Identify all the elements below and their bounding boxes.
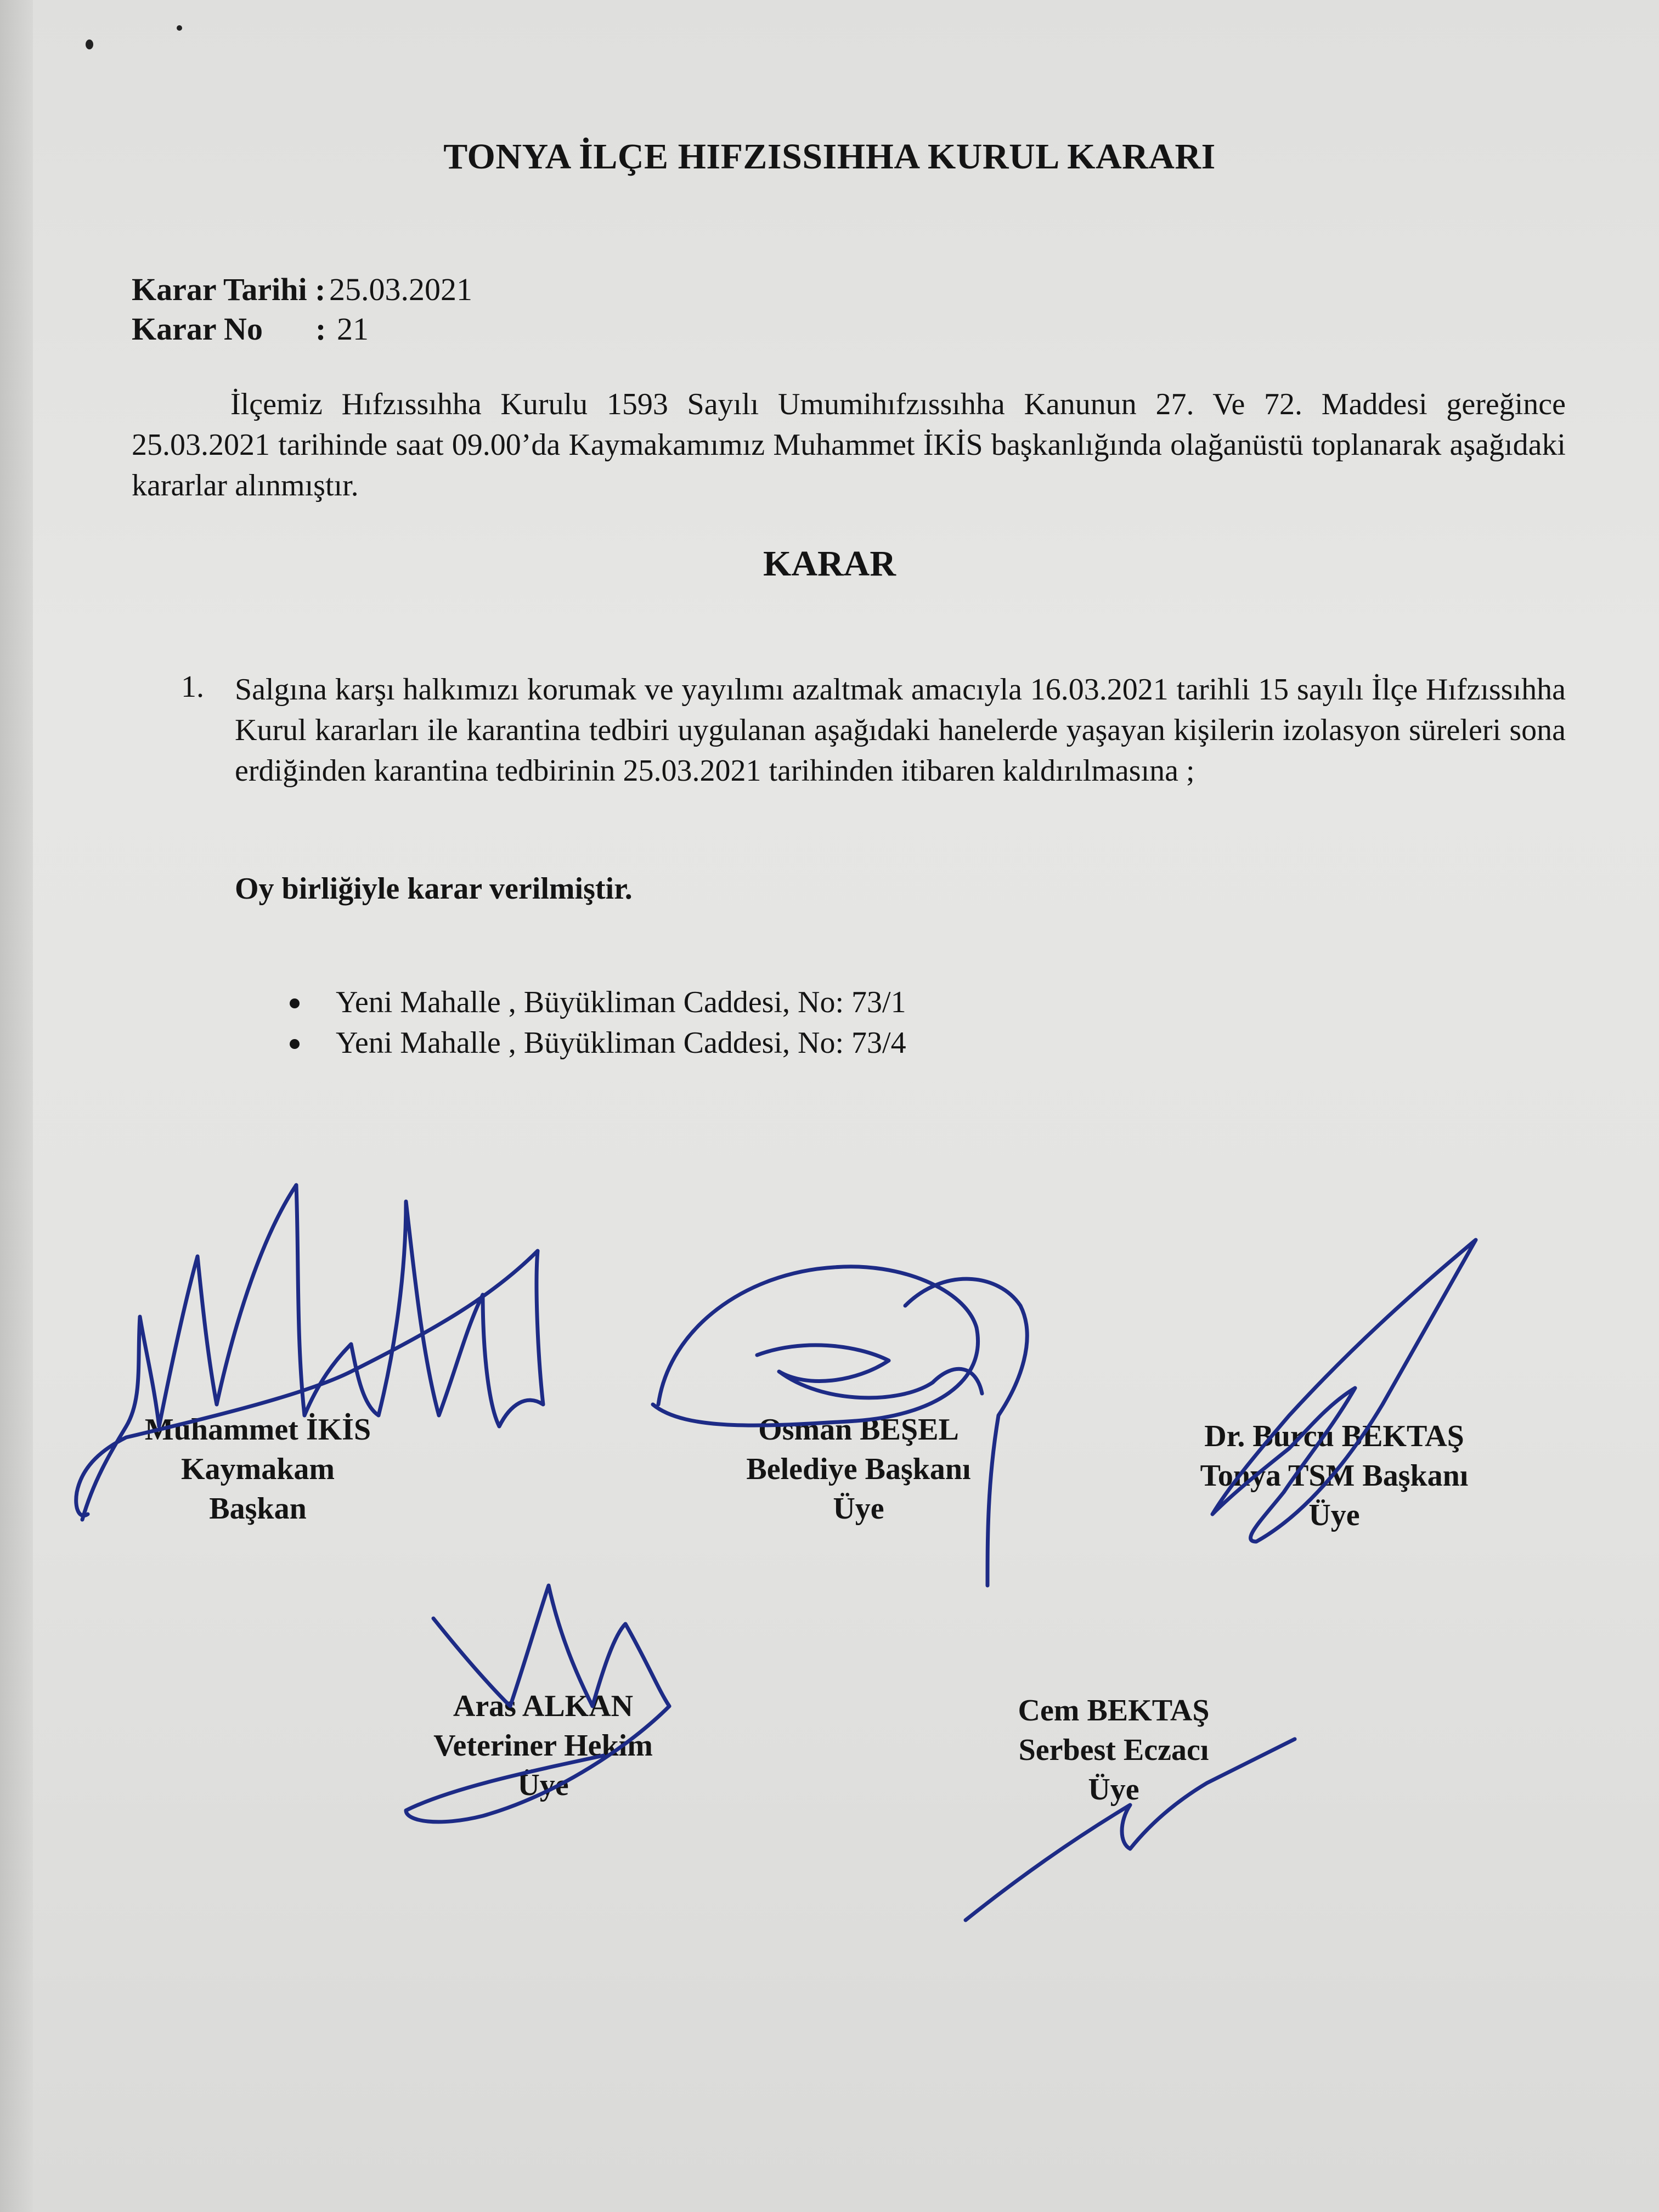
signatory-title: Kaymakam bbox=[180, 1452, 335, 1486]
intro-paragraph: İlçemiz Hıfzıssıhha Kurulu 1593 Sayılı Umumihıfzıssıhha Kanunun 27. Ve 72. Maddesi gereğince 25.03.2021 tarihinde saat 09.00’da Kaymakamımız Muhammet İKİS başkanlığında olağanüstü toplanarak aşağıdaki kararlar alınmıştır. bbox=[132, 387, 1566, 503]
decision-date-label: Karar Tarihi bbox=[132, 272, 307, 307]
signatory-role: Başkan bbox=[209, 1492, 307, 1526]
signatory-block-pharmacist bbox=[1018, 1691, 1210, 1809]
decision-statement: Oy birliğiyle karar verilmiştir. bbox=[235, 872, 633, 906]
signatory-block-veterinarian bbox=[433, 1686, 653, 1805]
paper-speck bbox=[177, 25, 182, 31]
paper-shadow-edge bbox=[0, 0, 33, 2212]
signatory-role: Üye bbox=[1088, 1773, 1139, 1807]
decision-number-label: Karar No bbox=[132, 311, 263, 347]
signatory-block-mayor bbox=[746, 1410, 970, 1528]
signatory-block-tsm bbox=[1200, 1417, 1469, 1535]
list-item bbox=[285, 982, 906, 1023]
signatory-role: Üye bbox=[1308, 1498, 1360, 1532]
bullet-icon bbox=[290, 998, 300, 1008]
decision-date-separator: : bbox=[315, 272, 326, 307]
signatory-name: Dr. Burcu BEKTAŞ bbox=[1204, 1419, 1464, 1453]
document-title: TONYA İLÇE HIFZISSIHHA KURUL KARARI bbox=[443, 137, 1216, 177]
decision-number-row bbox=[132, 311, 369, 347]
signatory-title: Belediye Başkanı bbox=[746, 1452, 971, 1486]
signatory-name: Cem BEKTAŞ bbox=[1018, 1694, 1210, 1728]
bullet-icon bbox=[290, 1039, 300, 1049]
signatory-name: Aras ALKAN bbox=[453, 1689, 634, 1723]
address-text: Yeni Mahalle , Büyükliman Caddesi, No: 73/1 bbox=[336, 985, 906, 1019]
decision-number-value: 21 bbox=[337, 311, 369, 347]
signatory-title: Veteriner Hekim bbox=[433, 1729, 653, 1763]
signatory-title: Serbest Eczacı bbox=[1018, 1733, 1209, 1767]
address-list bbox=[285, 982, 906, 1063]
signatory-role: Üye bbox=[833, 1492, 884, 1526]
signatory-title: Tonya TSM Başkanı bbox=[1200, 1459, 1469, 1493]
signatory-name: Muhammet İKİS bbox=[144, 1413, 371, 1447]
signatory-block-kaymakam bbox=[145, 1410, 371, 1528]
list-item bbox=[285, 1023, 906, 1063]
decision-number-separator: : bbox=[315, 311, 326, 347]
item-text: Salgına karşı halkımızı korumak ve yayılımı azaltmak amacıyla 16.03.2021 tarihli 15 sayılı İlçe Hıfzıssıhha Kurul kararları ile karantina tedbiri uygulanan aşağıdaki hanelerde yaşayan kişilerin izolasyon süreleri sona erdiğinden karantina tedbirinin 25.03.2021 tarihinden itibaren kaldırılmasına ; bbox=[235, 673, 1566, 788]
signatory-name: Osman BEŞEL bbox=[758, 1413, 959, 1447]
address-text: Yeni Mahalle , Büyükliman Caddesi, No: 73/4 bbox=[336, 1026, 906, 1060]
section-heading: KARAR bbox=[763, 544, 896, 584]
item-number: 1. bbox=[181, 670, 204, 704]
decision-date-value: 25.03.2021 bbox=[329, 272, 472, 307]
decision-date-row bbox=[132, 271, 472, 308]
signatory-role: Üye bbox=[517, 1768, 569, 1802]
paper-speck bbox=[86, 40, 93, 49]
